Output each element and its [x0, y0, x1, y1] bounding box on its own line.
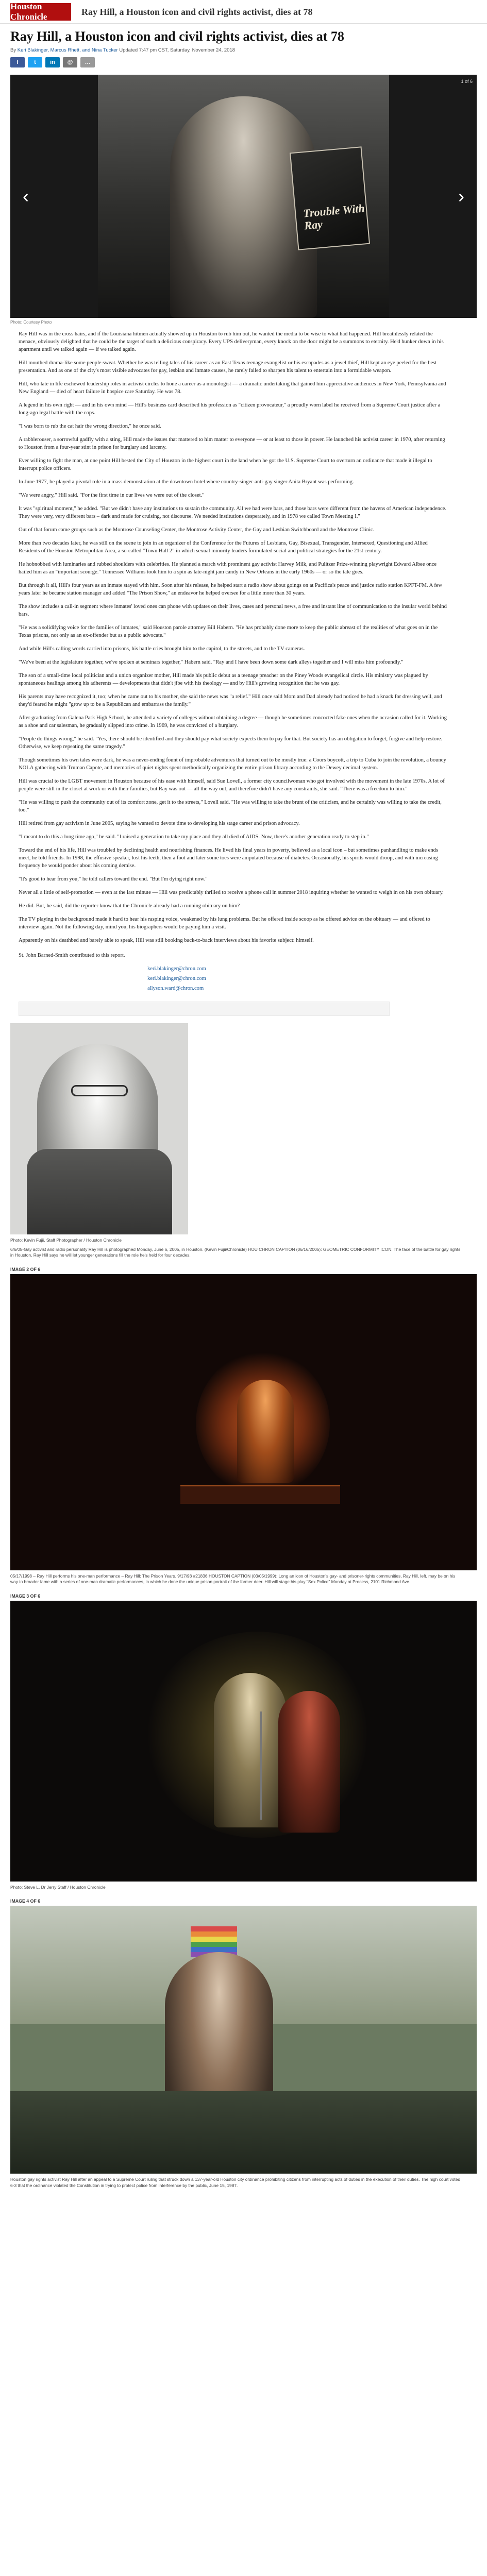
- paragraph: Out of that forum came groups such as the Montrose Counseling Center, the Montrose Activity Center, the Gay and Lesbian Switchboard and the Montrose Clinic.: [19, 527, 375, 533]
- gallery-image-concert[interactable]: [10, 1601, 477, 1882]
- gallery-image-portrait[interactable]: [10, 1023, 188, 1234]
- paragraph: Hill, who late in life eschewed leadership roles in activist circles to hone a career as a monologist — a dramatic undertaking that gained him appreciative audiences in New York, Pennsylvania and New England — died of heart failure in hospice care Saturday. He was 78.: [19, 381, 446, 395]
- paragraph: A legend in his own right — and in his own mind — Hill's business card described his profession as "citizen provocateur," a proudly worn label he received from a Supreme Court justice after a long-ago legal battle with the cops.: [19, 402, 441, 416]
- author-email[interactable]: keri.blakinger@chron.com: [147, 976, 206, 981]
- paragraph: "I meant to do this a long time ago," he said. "I raised a generation to take my place and they all died of AIDS. Now, there's another generation ready to step in.": [19, 834, 369, 840]
- paragraph: In June 1977, he played a pivotal role in a mass demonstration at the downtown hotel where country-singer-anti-gay singer Anita Bryant was performing.: [19, 479, 354, 485]
- paragraph: "We've been at the legislature together, we've spoken at seminars together," Habern said. "Ray and I have been down some dark alleys together and I will miss him profoundly.": [19, 659, 404, 665]
- paragraph: He hobnobbed with luminaries and rubbed shoulders with celebrities. He planned a march with prominent gay activist Harvey Milk, and Pulitzer Prize-winning playwright Edward Albee once hailed him as an "important scourge." Tennessee Williams took him to a spin as late-night jam candy in New Orleans in the early 1960s — or so the tale goes.: [19, 562, 437, 575]
- author-links[interactable]: Keri Blakinger, Marcus Rhett, and Nina Tucker: [17, 47, 118, 53]
- paragraph: Toward the end of his life, Hill was troubled by declining health and nourishing finances. He lived his final years in poverty, believed as a local icon – but sometimes panhandling to make ends meet, he told friends. In 1998, the effusive speaker, lost his teeth, then a foot and later some toes were amputated because of diabetes. Occasionally, his spirits would droop, and with increasing frequency he would ponder about his coming demise.: [19, 848, 439, 869]
- paragraph: "People do things wrong," he said. "Yes, there should be identified and they should pay what society expects them to pay for that. But society has an obligation to forget, forgive and help restore. Otherwise, we keep repeating the same tragedy.": [19, 736, 443, 750]
- paragraph: "We were angry," Hill said. "For the first time in our lives we were out of the closet.": [19, 493, 205, 498]
- paragraph: Apparently on his deathbed and barely able to speak, Hill was still booking back-to-back interviews about his favorite subject: himself.: [19, 938, 314, 943]
- image-caption: 6/6/05-Gay activist and radio personality Ray Hill is photographed Monday, June 6, 2005, in Houston. (Kevin Fujii/Chronicle) HOU CHRON CAPTION (06/16/2005): GEOMETRIC CONFORMITY ICON: The face of the battle for gay rights in Houston, Ray Hill says he will let younger generations fill the role he's held for four decades.: [10, 1246, 461, 1258]
- linkedin-share-button[interactable]: in: [45, 57, 60, 67]
- twitter-share-button[interactable]: t: [28, 57, 42, 67]
- paragraph: Ray Hill was in the cross hairs, and if the Louisiana hitmen actually showed up in Houston to rub him out, he wanted the media to be wise to what had happened. Hill breathlessly related the menace, obviously delighted that he could be the target of such a delicious conspiracy. Every UPS deliveryman, every knock on the door might be a summons to eternity. He'd hunker down in his apartment until we talked again — if we talked again.: [19, 331, 444, 352]
- paragraph: Hill mouthed drama-like some people sweat. Whether he was telling tales of his career as an East Texas teenage evangelist or his escapades as a jewel thief, Hill kept an eye peeled for the best presentation. And as one of the city's most visible advocates for gay, lesbian and inmate causes, he rarely failed to sharpen his talent to entertain into a formidable weapon.: [19, 360, 437, 374]
- paragraph: And while Hill's calling words carried into prisons, his battle cries brought him to the capitol, to the streets, and to the TV cameras.: [19, 646, 305, 652]
- facebook-share-button[interactable]: f: [10, 57, 25, 67]
- updated-timestamp: Updated 7:47 pm CST, Saturday, November 24, 2018: [119, 47, 236, 53]
- paragraph: Hill retired from gay activism in June 2005, saying he wanted to devote time to developing his stage career and prison advocacy.: [19, 821, 300, 826]
- image-caption: Photo: Kevin Fujii, Staff Photographer / Houston Chronicle: [10, 1238, 122, 1243]
- gallery-image-stage[interactable]: [10, 1274, 477, 1570]
- article-header: [0, 29, 487, 67]
- author-email[interactable]: allyson.ward@chron.com: [147, 986, 204, 991]
- microphone-stand: [260, 1711, 262, 1820]
- article-body: [0, 330, 448, 1016]
- email-share-button[interactable]: @: [63, 57, 77, 67]
- crowd: [10, 2091, 477, 2174]
- top-title: Ray Hill, a Houston icon and civil rights activist, dies at 78: [81, 6, 313, 17]
- image-label: IMAGE 4 OF 6: [10, 1899, 41, 1904]
- paragraph: Ever willing to fight the man, at one point Hill bested the City of Houston in the highest court in the land when he got the U.S. Supreme Court to overturn an ordinance that made it illegal to interrupt police officers.: [19, 458, 432, 471]
- ad-slot: [19, 1002, 390, 1016]
- hero-slideshow[interactable]: [10, 75, 477, 318]
- photo-gallery: [10, 1023, 477, 2189]
- paragraph: It was "spiritual moment," he added. "But we didn't have any institutions to sustain the community. All we had were bars, and those bars were different from the havens of American independence. They were very, very different bars – dark and made for cruising, not discourse. We needed institutions desperately, and in 1978 we called Town Meeting I.": [19, 506, 447, 519]
- image-caption: 05/17/1998 – Ray Hill performs his one-man performance – Ray Hill: The Prison Years. 9/17/98 #21836 HOUSTON CAPTION (03/05/1999): Long an icon of Houston's gay- and prisoner-rights communities, Ray Hill, left, may be on his way to broader fame with a series of one-man dramatic performances, in which he done the unique prison portrait of the former deer. Hill will stage his play "Sex Police" Monday at Process, 2101 Richmond Ave.: [10, 1573, 456, 1584]
- poster-title: Trouble With Ray: [303, 201, 365, 232]
- image-label: IMAGE 3 OF 6: [10, 1593, 41, 1599]
- hero-poster: [290, 146, 370, 250]
- byline: [10, 47, 477, 53]
- glasses-shape: [71, 1085, 128, 1096]
- stage-performer: [237, 1380, 294, 1483]
- hero-photo: [98, 75, 389, 318]
- paragraph: His parents may have recognized it, too; when he came out to his mother, she said the news was "a relief." Hill once said Mom and Dad already had noticed he had a knack for dressing well, and they'd feared he might "grow up to be a Republican and embarrass the family.": [19, 694, 442, 707]
- image-label: IMAGE 2 OF 6: [10, 1266, 41, 1272]
- paragraph: But through it all, Hill's four years as an inmate stayed with him. Soon after his release, he helped start a radio show about goings on at Pacifica's peace and justice radio station KPFT-FM. A few years later he became station manager and added "The Prison Show," an endeavor he helped oversee for a little more than 30 years.: [19, 583, 443, 596]
- top-bar: [0, 0, 487, 24]
- next-slide-icon[interactable]: ›: [458, 185, 464, 207]
- image-caption: Houston gay rights activist Ray Hill after an appeal to a Supreme Court ruling that struck down a 137-year-old Houston city ordinance prohibiting citizens from interrupting acts of duties in the execution of their duties. The high court voted 6-3 that the ordinance violated the Constitution in trying to protect police from interference by the public, June 15, 1987.: [10, 2177, 461, 2188]
- paragraph: "He was willing to push the community out of its comfort zone, get it to the streets," Lovell said. "He was willing to take the brunt of the criticism, and he certainly was willing to take the credit, too.": [19, 800, 442, 813]
- gallery-image-rally[interactable]: [10, 1906, 477, 2174]
- byline-prefix: By: [10, 47, 16, 53]
- paragraph: Hill was crucial to the LGBT movement in Houston because of his ease with himself, said Sue Lovell, a former city councilwoman who got involved with the movement in the late 1970s. A lot of people were still in the closet at work or with their families, but Ray was out — all the way out, and therefore didn't have any constraints, she said. "There was a freedom to him.": [19, 778, 445, 792]
- slide-counter: 1 of 6: [461, 79, 473, 84]
- paragraph: Never all a little of self-promotion — even at the last minute — Hill was predictably thrilled to receive a phone call in summer 2018 inquiring whether he wanted to weigh in on his own obituary.: [19, 890, 444, 895]
- performer-figure: [214, 1673, 286, 1827]
- paragraph: Though sometimes his own tales were dark, he was a never-ending fount of improbable adventures that turned out to be mostly true: a Coors boycott, a trip to Cuba to join the revolution, a bouncy NOLA gathering with Truman Capote, and memories of quiet nights spent methodically organizing the entire prison library according to the Dewey decimal system.: [19, 757, 446, 771]
- share-bar: [10, 57, 477, 67]
- jacket-shape: [27, 1149, 172, 1234]
- performer-figure: [278, 1691, 340, 1833]
- contributor-note: St. John Barned-Smith contributed to this report.: [19, 953, 125, 958]
- image-caption: Photo: Steve L. Dr Jerry Staff / Houston Chronicle: [10, 1884, 106, 1890]
- paragraph: "He was a solidifying voice for the families of inmates," said Houston parole attorney Bill Habern. "He has probably done more to keep the public abreast of the realities of what goes on in the Texas prisons, not only as an ex-offender but as a public advocate.": [19, 625, 438, 638]
- stage-floor: [180, 1485, 340, 1504]
- paragraph: "I was born to rub the cat hair the wrong direction," he once said.: [19, 423, 161, 429]
- paragraph: "It's good to hear from you," he told callers toward the end. "But I'm dying right now.": [19, 876, 208, 882]
- site-logo[interactable]: Houston Chronicle: [10, 3, 71, 21]
- author-email[interactable]: keri.blakinger@chron.com: [147, 966, 206, 972]
- more-share-button[interactable]: …: [80, 57, 95, 67]
- paragraph: The TV playing in the background made it hard to hear his rasping voice, weakened by his lung problems. But he offered inside scoop as he offered advice on the obituary — and offered to interview again. Not the following day, mind you, his biographers would be paying him a visit.: [19, 917, 430, 930]
- page-title: Ray Hill, a Houston icon and civil rights activist, dies at 78: [10, 29, 344, 44]
- hero-photo-credit: Photo: Courtesy Photo: [10, 320, 52, 325]
- paragraph: A rabblerouser, a sorrowful gadfly with a sting, Hill made the issues that mattered to him matter to everyone — or at least to those in power. He launched his activist career in 1970, after returning to Houston from a four-year stint in prison for burglary and larceny.: [19, 437, 445, 450]
- paragraph: After graduating from Galena Park High School, he attended a variety of colleges without obtaining a degree — though he sometimes concocted fake ones when the occasion called for it. Working as a shoe and car salesman, he gradually slipped into crime. In 1969, he was convicted of a burglary.: [19, 715, 447, 728]
- prev-slide-icon[interactable]: ‹: [23, 185, 29, 207]
- paragraph: He did. But, he said, did the reporter know that the Chronicle already had a running obituary on him?: [19, 903, 240, 909]
- paragraph: The show includes a call-in segment where inmates' loved ones can phone with updates on their lives, cases and personal news, a free and instant line of communication to the insular world behind bars.: [19, 604, 447, 617]
- paragraph: The son of a small-time local politician and a union organizer mother, Hill made his public debut as a teenage preacher on the Piney Woods evangelical circle. His ministry was plagued by spontaneous healings among his adherents — developments that didn't jibe with his theology — and by Hill's growing recognition that he was gay.: [19, 673, 428, 686]
- paragraph: More than two decades later, he was still on the scene to join in an organizer of the Conference for the Futures of Lesbians, Gay, Bisexual, Transgender, Intersexed, Questioning and Allied Residents of the Houston Metropolitan Area, a so-called "Town Hall 2" in which sexual minority leaders formulated social and political strategies for the 21st century.: [19, 540, 428, 554]
